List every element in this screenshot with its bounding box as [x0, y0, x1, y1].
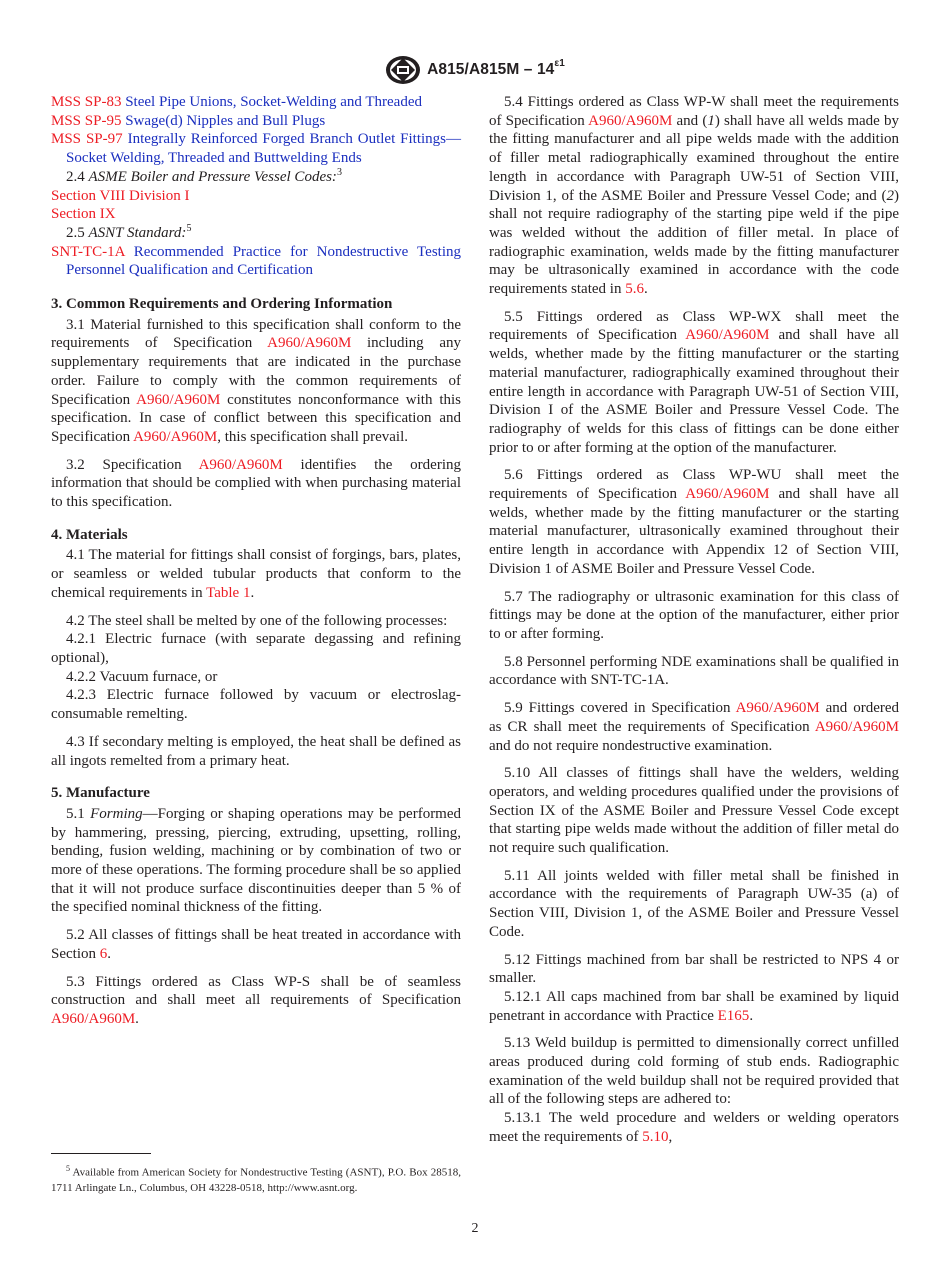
reference-code[interactable]: MSS SP-97: [51, 131, 123, 148]
reference-title[interactable]: Integrally Reinforced Forged Branch Outlet Fittings—Socket Welding, Threaded and Buttwelding Ends: [66, 131, 462, 167]
spec-link[interactable]: A960/A960M: [735, 700, 820, 717]
spec-link[interactable]: A960/A960M: [267, 335, 352, 352]
paragraph-5-10: 5.10 All classes of fittings shall have the welders, welding operators, and welding procedures qualified under the provisions of Section IX of the ASME Boiler and Pressure Vessel Code except that starting pipe welds made without the addition of filler metal do not require such qualification.: [489, 765, 899, 857]
paragraph-5-8: 5.8 Personnel performing NDE examinations shall be qualified in accordance with SNT-TC-1A.: [489, 653, 899, 689]
astm-logo-icon: [385, 55, 421, 85]
paragraph-4-1: 4.1 The material for fittings shall consist of forgings, bars, plates, or seamless or welded tubular products that conform to the chemical requirements in Table 1.: [51, 547, 461, 601]
footnote-5: $^5$ Available from American Society for Nondestructive Testing (ASNT), P.O. Box 28518, 1711 Arlingate Ln., Columbus, OH 43228-0518, http://www.asnt.org.: [51, 1164, 461, 1195]
section-4-heading: 4. Materials: [51, 526, 128, 543]
paragraph-5-7: 5.7 The radiography or ultrasonic examination for this class of fittings may be done at the option of the manufacturer, either prior to or after forming.: [489, 588, 899, 642]
reference-mss-sp-97: [51, 130, 461, 167]
table-link[interactable]: Table 1: [206, 584, 251, 601]
reference-title[interactable]: Swage(d) Nipples and Bull Plugs: [125, 112, 326, 129]
paragraph-5-2: 5.2 All classes of fittings shall be heat treated in accordance with Section 6.: [51, 927, 461, 962]
spec-link[interactable]: A960/A960M: [685, 327, 770, 344]
page-header: [0, 55, 950, 85]
paragraph-5-3: 5.3 Fittings ordered as Class WP-S shall be of seamless construction and shall meet all requirements of Specification A960/A960M.: [51, 973, 461, 1027]
paragraph-5-13-1: 5.13.1 The weld procedure and welders or welding operators meet the requirements of 5.10,: [489, 1110, 899, 1145]
paragraph-5-12: 5.12 Fittings machined from bar shall be restricted to NPS 4 or smaller.: [489, 951, 899, 987]
reference-code[interactable]: MSS SP-95: [51, 112, 122, 129]
document-designation: $A815/A815M - 14^{\varepsilon 1}$: [427, 58, 565, 79]
reference-asme-section-ix: [51, 205, 461, 224]
reference-asme-section-viii: [51, 187, 461, 206]
spec-link[interactable]: A960/A960M: [588, 112, 673, 129]
spec-link[interactable]: A960/A960M: [136, 391, 221, 408]
page-number: 2: [471, 1221, 479, 1236]
spec-link[interactable]: A960/A960M: [133, 428, 218, 445]
reference-mss-sp-95: [51, 112, 461, 131]
reference-link[interactable]: Section IX: [51, 206, 116, 223]
reference-link[interactable]: Section VIII Division I: [51, 187, 190, 204]
paragraph-4-3: 4.3 If secondary melting is employed, the heat shall be defined as all ingots remelted from a primary heat.: [51, 733, 461, 769]
section-link[interactable]: 6: [99, 945, 108, 962]
edition-superscript: ε1: [554, 58, 565, 70]
paragraph-5-5: 5.5 Fittings ordered as Class WP-WX shall meet the requirements of Specification A960/A960M and shall have all welds, whether made by the fitting manufacturer or the starting material manufacturer, radiographically examined throughout their entire length in accordance with Paragraph UW-51 of Section VIII, Division I of the ASME Boiler and Pressure Vessel Code. The radiography of welds for this class of fittings can be done either prior to or after forming at the option of the manufacturer.: [489, 308, 900, 456]
section-5-heading: 5. Manufacture: [51, 785, 150, 802]
paragraph-5-9: 5.9 Fittings covered in Specification A960/A960M and ordered as CR shall meet the requirements of Specification A960/A960M and do not require nondestructive examination.: [489, 700, 900, 754]
paragraph-5-11: 5.11 All joints welded with filler metal shall be finished in accordance with the requirements of Paragraph UW-35 (a) of Section VIII, Division 1, of the ASME Boiler and Pressure Vessel Code.: [489, 867, 899, 940]
paragraph-5-1: 5.1 Forming—Forging or shaping operations may be performed by hammering, pressing, piercing, extruding, upsetting, rolling, bending, fusion welding, machining or by combination of two or more of these operations. The forming procedure shall be so applied that it will not produce surface discontinuities deeper than 5 % of the specified nominal thickness of the fitting.: [51, 805, 462, 916]
section-2-5-heading: 2.5 ASNT Standard:$^5$: [66, 222, 192, 241]
section-link[interactable]: 5.10: [642, 1128, 669, 1145]
reference-snt-tc-1a: [51, 243, 461, 280]
spec-link[interactable]: A960/A960M: [685, 486, 770, 503]
paragraph-4-2-2: 4.2.2 Vacuum furnace, or: [66, 668, 218, 685]
paragraph-4-2-1: 4.2.1 Electric furnace (with separate degassing and refining optional),: [51, 631, 461, 666]
reference-code[interactable]: MSS SP-83: [51, 94, 122, 110]
paragraph-5-12-1: 5.12.1 All caps machined from bar shall be examined by liquid penetrant in accordance with Practice E165.: [489, 988, 899, 1024]
paragraph-4-2: 4.2 The steel shall be melted by one of the following processes:: [66, 612, 448, 629]
spec-link[interactable]: A960/A960M: [814, 718, 899, 735]
spec-link[interactable]: A960/A960M: [51, 1010, 136, 1027]
section-link[interactable]: 5.6: [625, 281, 644, 298]
reference-mss-sp-83: [51, 93, 461, 112]
spec-link[interactable]: A960/A960M: [198, 456, 283, 473]
section-2-4-heading: 2.4 ASME Boiler and Pressure Vessel Codes:$^3$: [66, 166, 342, 185]
paragraph-4-2-3: 4.2.3 Electric furnace followed by vacuum or electroslag-consumable remelting.: [51, 687, 461, 723]
paragraph-5-6: 5.6 Fittings ordered as Class WP-WU shall meet the requirements of Specification A960/A960M and shall have all welds, whether made by the fitting manufacturer or the starting material manufacturer, ultrasonically examined throughout their entire length in accordance with Appendix 12 of Section VIII, Division 1 of ASME Boiler and Pressure Vessel Code.: [489, 467, 900, 577]
reference-title[interactable]: Steel Pipe Unions, Socket-Welding and Threaded: [125, 94, 422, 110]
right-column: [489, 93, 899, 1147]
paragraph-5-4: 5.4 Fittings ordered as Class WP-W shall meet the requirements of Specification A960/A960M and (1) shall have all welds made by the fitting manufacturer and all pipe welds made with the addition of filler metal radiographically examined throughout the entire length in accordance with Paragraph UW-51 of Section VIII, Division 1, of the ASME Boiler and Pressure Vessel Code; and (2) shall not require radiography of the starting pipe weld if the pipe was welded without the addition of filler metal. In place of radiographic examination, welds made by the fitting manufacturer may be ultrasonically examined in accordance with the code requirements stated in 5.6.: [489, 94, 899, 298]
paragraph-3-2: 3.2 Specification A960/A960M identifies the ordering information that should be complied with when purchasing material to this specification.: [51, 456, 462, 511]
practice-link[interactable]: E165: [717, 1007, 750, 1024]
reference-title[interactable]: Recommended Practice for Nondestructive Testing Personnel Qualification and Certification: [66, 243, 461, 279]
section-3-heading: 3. Common Requirements and Ordering Information: [51, 296, 393, 313]
footnote-divider: [51, 1153, 151, 1154]
paragraph-5-13: 5.13 Weld buildup is permitted to dimensionally correct unfilled areas produced during cold forming of stub ends. Radiographic examination of the weld buildup shall not be required provided that all of the following steps are adhered to:: [489, 1035, 899, 1108]
reference-code[interactable]: SNT-TC-1A: [51, 243, 125, 260]
left-column: [51, 93, 461, 1029]
paragraph-3-1: 3.1 Material furnished to this specification shall conform to the requirements of Specification A960/A960M including any supplementary requirements that are indicated in the purchase order. Failure to comply with the common requirements of Specification A960/A960M constitutes nonconformance with this specification. In case of conflict between this specification and Specification A960/A960M, this specification shall prevail.: [51, 316, 462, 445]
